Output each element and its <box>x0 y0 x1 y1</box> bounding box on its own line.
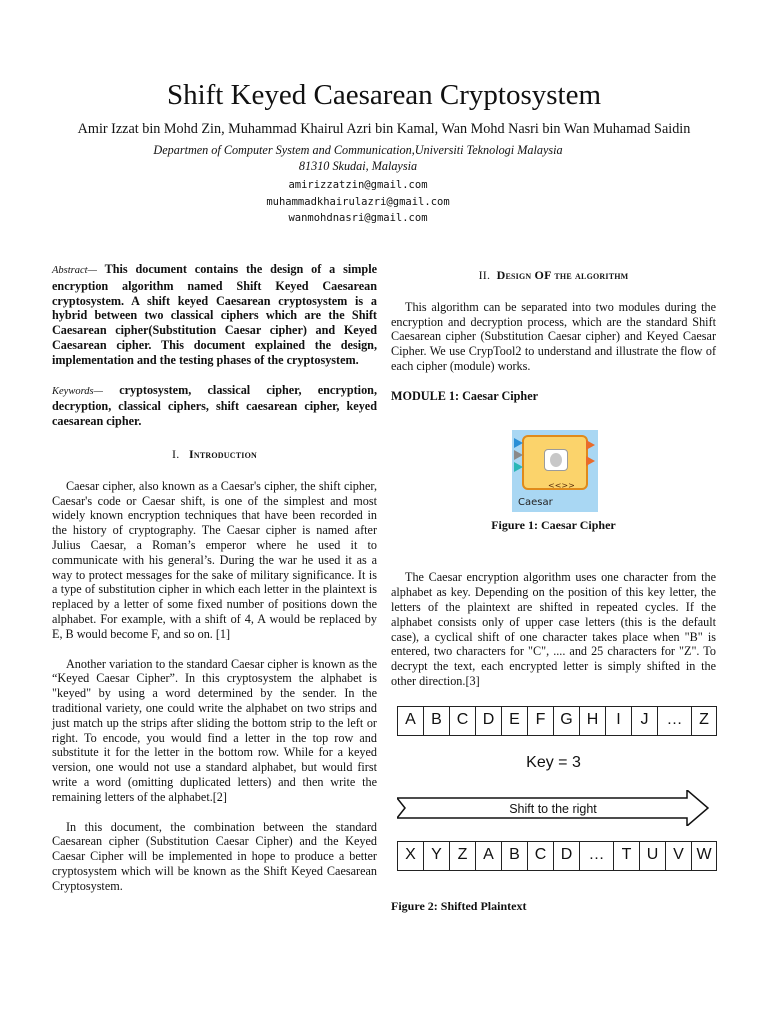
plaintext-letter-cell: B <box>423 706 449 736</box>
input-port-icon <box>514 450 523 460</box>
plaintext-letter-cell: D <box>475 706 501 736</box>
caesar-cipher-icon <box>512 430 598 512</box>
output-port-icon <box>586 440 595 450</box>
email-3: wanmohdnasri@gmail.com <box>288 212 428 224</box>
keywords <box>52 383 377 429</box>
caesar-head-icon <box>550 453 562 467</box>
affiliation <box>0 143 716 174</box>
email-2: muhammadkhairulazri@gmail.com <box>266 195 450 208</box>
intro-paragraph-2: Another variation to the standard Caesar cipher is known as the “Keyed Caesar Cipher”. In this cryptosystem the alphabet is "keyed" by using a word determined by the sender. In the traditional variety, one could write the alphabet on two strips and just match up the strips after sliding the bottom strip to the left or right. To encode, you would find a letter in the top row and substitute it for the letter in the bottom row. While for a keyed version, one would not use a standard alphabet, but would first write a word (omitting duplicated letters) and then write the remaining letters of the alphabet.[2] <box>52 656 377 804</box>
shifted-letter-cell: U <box>639 841 665 871</box>
shifted-letter-cell: Y <box>423 841 449 871</box>
plaintext-letter-cell: J <box>631 706 657 736</box>
shifted-letter-cell: W <box>691 841 717 871</box>
caesar-paragraph: The Caesar encryption algorithm uses one character from the alphabet as key. Depending on the position of this key letter, the letters of the plaintext are shifted in repeated cycles. If the alphabet consists only of upper case letters (this is the default case), a cyclical shift of one character takes place when "B" is entered, two characters for "C", .... and 25 characters for "Z". To decrypt the text, each encrypted letter is simply shifted in the other direction.[3] <box>391 570 716 688</box>
keywords-text: cryptosystem, classical cipher, encryption, decryption, classical ciphers, shift caesarean cipher, keyed caesarean cipher. <box>52 382 377 429</box>
design-paragraph: This algorithm can be separated into two modules during the encryption and decryption process, which are the standard Shift Caesarean cipher (Substitution Caesar cipher) and Keyed Caesar Cipher. We use CrypTool2 to understand and illustrate the flow of each cipher (module) works. <box>391 299 716 373</box>
shifted-letter-cell: A <box>475 841 501 871</box>
shifted-letter-cell: X <box>397 841 423 871</box>
shifted-letter-cell: D <box>553 841 579 871</box>
plaintext-letter-cell: A <box>397 706 423 736</box>
caesar-direction-label: <<>> <box>548 480 575 490</box>
plaintext-alphabet-row <box>397 706 717 736</box>
section-heading-design <box>391 268 716 283</box>
section-2-number: II. <box>478 268 491 282</box>
caesar-portrait-icon <box>544 449 568 471</box>
plaintext-letter-cell: C <box>449 706 475 736</box>
paper-title: Shift Keyed Caesarean Cryptosystem <box>166 79 602 111</box>
abstract-lead: Abstract— <box>52 265 97 276</box>
caesar-component-box <box>522 435 588 490</box>
shifted-letter-cell: T <box>613 841 639 871</box>
module-1-heading: MODULE 1: Caesar Cipher <box>391 388 539 403</box>
intro-paragraph-1: Caesar cipher, also known as a Caesar's cipher, the shift cipher, Caesar's code or Caesar shift, is one of the simplest and most widely known encryption techniques that have been recorded in the history of cryptography. The Caesar cipher is named after Julius Caesar, a Roman’s emperor where he used it to communicate with his general’s. During the war he used it as a way to protect messages for the sake of military significance. It is a type of substitution cipher in which each letter in the plaintext is replaced by a letter of some fixed number of positions down the alphabet. For example, with a shift of 4, A would be replaced by E, B would become F, and so on. [1] <box>52 478 377 641</box>
left-column <box>52 262 377 908</box>
section-2-title: Design OF the algorithm <box>496 268 629 282</box>
plaintext-letter-cell: F <box>527 706 553 736</box>
output-port-icon <box>586 456 595 466</box>
shift-arrow-label: Shift to the right <box>509 801 597 816</box>
keywords-lead: Keywords— <box>52 385 103 397</box>
caesar-icon-label: Caesar <box>518 496 553 508</box>
plaintext-letter-cell: … <box>657 706 691 736</box>
right-column <box>391 262 716 914</box>
key-label: Key = 3 <box>526 753 581 771</box>
shifted-letter-cell: B <box>501 841 527 871</box>
author-list: Amir Izzat bin Mohd Zin, Muhammad Khairul Azri bin Kamal, Wan Mohd Nasri bin Wan Muhamad Saidin <box>77 121 691 137</box>
shifted-letter-cell: Z <box>449 841 475 871</box>
input-port-icon <box>514 438 523 448</box>
figure-2-caption: Figure 2: Shifted Plaintext <box>391 898 527 913</box>
plaintext-letter-cell: G <box>553 706 579 736</box>
plaintext-letter-cell: I <box>605 706 631 736</box>
affiliation-line-1: Departmen of Computer System and Communication,Universiti Teknologi Malaysia <box>153 143 563 157</box>
intro-paragraph-3: In this document, the combination between the standard Caesarean cipher (Substitution Caesar Cipher) and the Keyed Caesar Cipher will be implemented in hope to produce a better cryptosystem which will be known as the Shift Keyed Caesarean Cryptosystem. <box>52 819 377 893</box>
plaintext-letter-cell: H <box>579 706 605 736</box>
shifted-letter-cell: … <box>579 841 613 871</box>
email-list <box>0 177 716 227</box>
section-1-title: Introduction <box>189 446 257 461</box>
abstract <box>52 262 377 368</box>
shifted-letter-cell: C <box>527 841 553 871</box>
affiliation-line-2: 81310 Skudai, Malaysia <box>298 158 418 173</box>
figure-1 <box>391 430 716 514</box>
figure-2 <box>391 706 716 896</box>
section-heading-introduction <box>52 447 377 462</box>
plaintext-letter-cell: Z <box>691 706 717 736</box>
plaintext-letter-cell: E <box>501 706 527 736</box>
figure-1-caption: Figure 1: Caesar Cipher <box>491 517 616 532</box>
input-port-icon <box>514 462 523 472</box>
shifted-alphabet-row <box>397 841 717 871</box>
abstract-text: This document contains the design of a simple encryption algorithm named Shift Keyed Caesarean cryptosystem. A shift keyed Caesarean cryptosystem is a hybrid between two classical ciphers which are the Shift Caesarean cipher(Substitution Caesar cipher) and Keyed Caesarean cipher. This document explained the design, implementation and the testing phases of the cryptosystem. <box>52 262 377 367</box>
section-1-number: I. <box>172 446 180 461</box>
email-1: amirizzatzin@gmail.com <box>288 179 428 191</box>
shifted-letter-cell: V <box>665 841 691 871</box>
